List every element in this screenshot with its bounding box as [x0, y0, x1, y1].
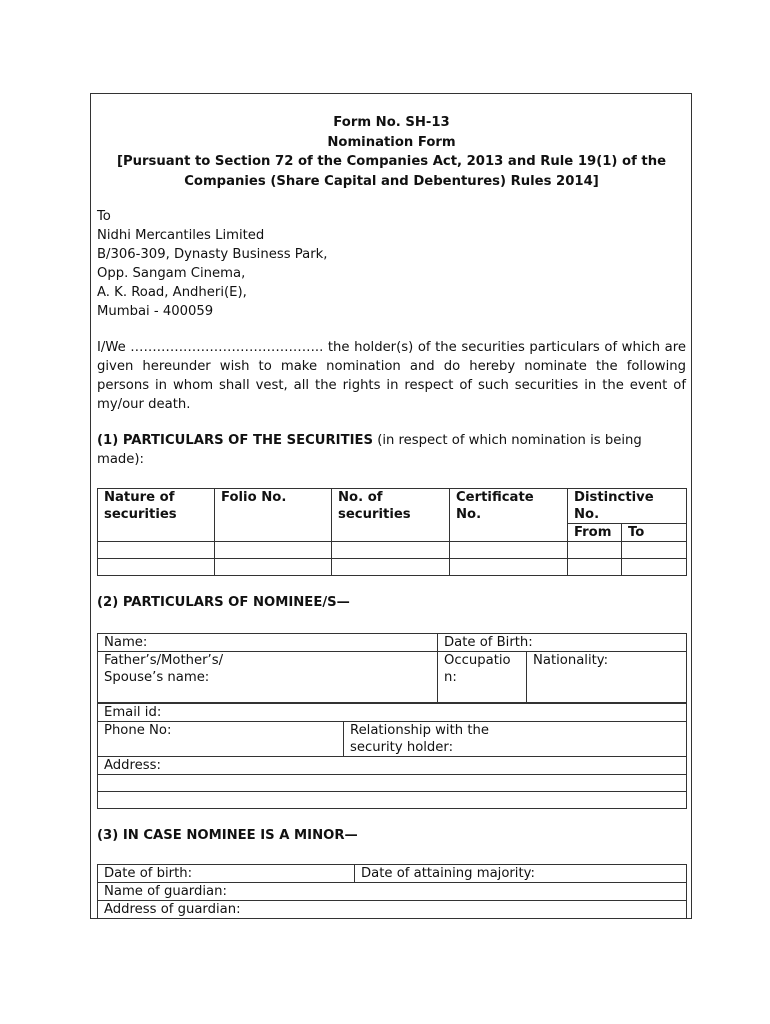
company-name: Nidhi Mercantiles Limited [97, 228, 265, 243]
col-folio-no: Folio No. [215, 489, 332, 542]
nominee-relationship-field[interactable]: Relationship with the security holder: [344, 722, 687, 757]
form-content [97, 94, 686, 919]
address-line-3: A. K. Road, Andheri(E), [97, 285, 247, 300]
nominee-occupation-field[interactable]: Occupation: [438, 652, 527, 703]
cell-to[interactable] [622, 559, 687, 576]
nominee-phone-field[interactable]: Phone No: [98, 722, 344, 757]
nominee-table-2 [97, 703, 687, 809]
cell-folio[interactable] [215, 542, 332, 559]
nominee-dob-field[interactable]: Date of Birth: [438, 634, 687, 652]
minor-dob-field[interactable]: Date of birth: [98, 865, 355, 883]
col-to: To [622, 524, 687, 542]
form-number: Form No. SH-13 [333, 115, 450, 130]
cell-from[interactable] [568, 559, 622, 576]
nominee-nationality-field[interactable]: Nationality: [527, 652, 687, 703]
nominee-email-field[interactable]: Email id: [98, 704, 687, 722]
col-distinctive-no: Distinctive No. [568, 489, 687, 524]
table-row [98, 542, 687, 559]
section1-title: (1) PARTICULARS OF THE SECURITIES [97, 433, 373, 448]
addressee-to: To [97, 209, 111, 224]
cell-to[interactable] [622, 542, 687, 559]
declaration-text: I/We …………………………………….. the holder(s) of the securities particulars of which are given hereunder wish to make nomination and do hereby nominate the following persons in whom shall vest, all the rights in respect of such securities in the event of my/our death. [97, 340, 686, 412]
cell-no[interactable] [332, 542, 450, 559]
nominee-table-1 [97, 633, 687, 703]
cell-folio[interactable] [215, 559, 332, 576]
section3-title: (3) IN CASE NOMINEE IS A MINOR— [97, 828, 358, 843]
cell-certificate[interactable] [450, 559, 568, 576]
section2-title: (2) PARTICULARS OF NOMINEE/S— [97, 595, 350, 610]
nominee-parent-name-field[interactable]: Father’s/Mother’s/ Spouse’s name: [98, 652, 438, 703]
address-line-4: Mumbai - 400059 [97, 304, 214, 319]
cell-nature[interactable] [98, 559, 215, 576]
col-certificate-no: Certificate No. [450, 489, 568, 542]
address-line-1: B/306-309, Dynasty Business Park, [97, 247, 328, 262]
guardian-name-field[interactable]: Name of guardian: [98, 883, 687, 901]
cell-nature[interactable] [98, 542, 215, 559]
addressee-block [97, 207, 686, 321]
section1-heading [97, 431, 686, 469]
col-nature-of-securities: Nature of securities [98, 489, 215, 542]
table-row [98, 559, 687, 576]
pursuant-line-2: Companies (Share Capital and Debentures) Rules 2014] [184, 173, 599, 189]
guardian-address-field[interactable]: Address of guardian: [98, 901, 687, 919]
securities-table [97, 488, 687, 576]
pursuant-line-1: [Pursuant to Section 72 of the Companies Act, 2013 and Rule 19(1) of the [116, 154, 667, 169]
cell-certificate[interactable] [450, 542, 568, 559]
cell-from[interactable] [568, 542, 622, 559]
nominee-name-field[interactable]: Name: [98, 634, 438, 652]
minor-majority-date-field[interactable]: Date of attaining majority: [355, 865, 687, 883]
col-from: From [568, 524, 622, 542]
address-line-2: Opp. Sangam Cinema, [97, 266, 246, 281]
form-title: Nomination Form [327, 134, 456, 150]
cell-no[interactable] [332, 559, 450, 576]
section1-subtitle: (in respect of which nomination is being made): [97, 433, 642, 467]
minor-table [97, 864, 687, 919]
form-page [90, 93, 692, 919]
nominee-address-line[interactable] [98, 792, 687, 809]
form-header [97, 113, 686, 191]
nominee-address-line[interactable] [98, 775, 687, 792]
col-no-of-securities: No. of securities [332, 489, 450, 542]
nominee-address-field[interactable]: Address: [98, 757, 687, 775]
